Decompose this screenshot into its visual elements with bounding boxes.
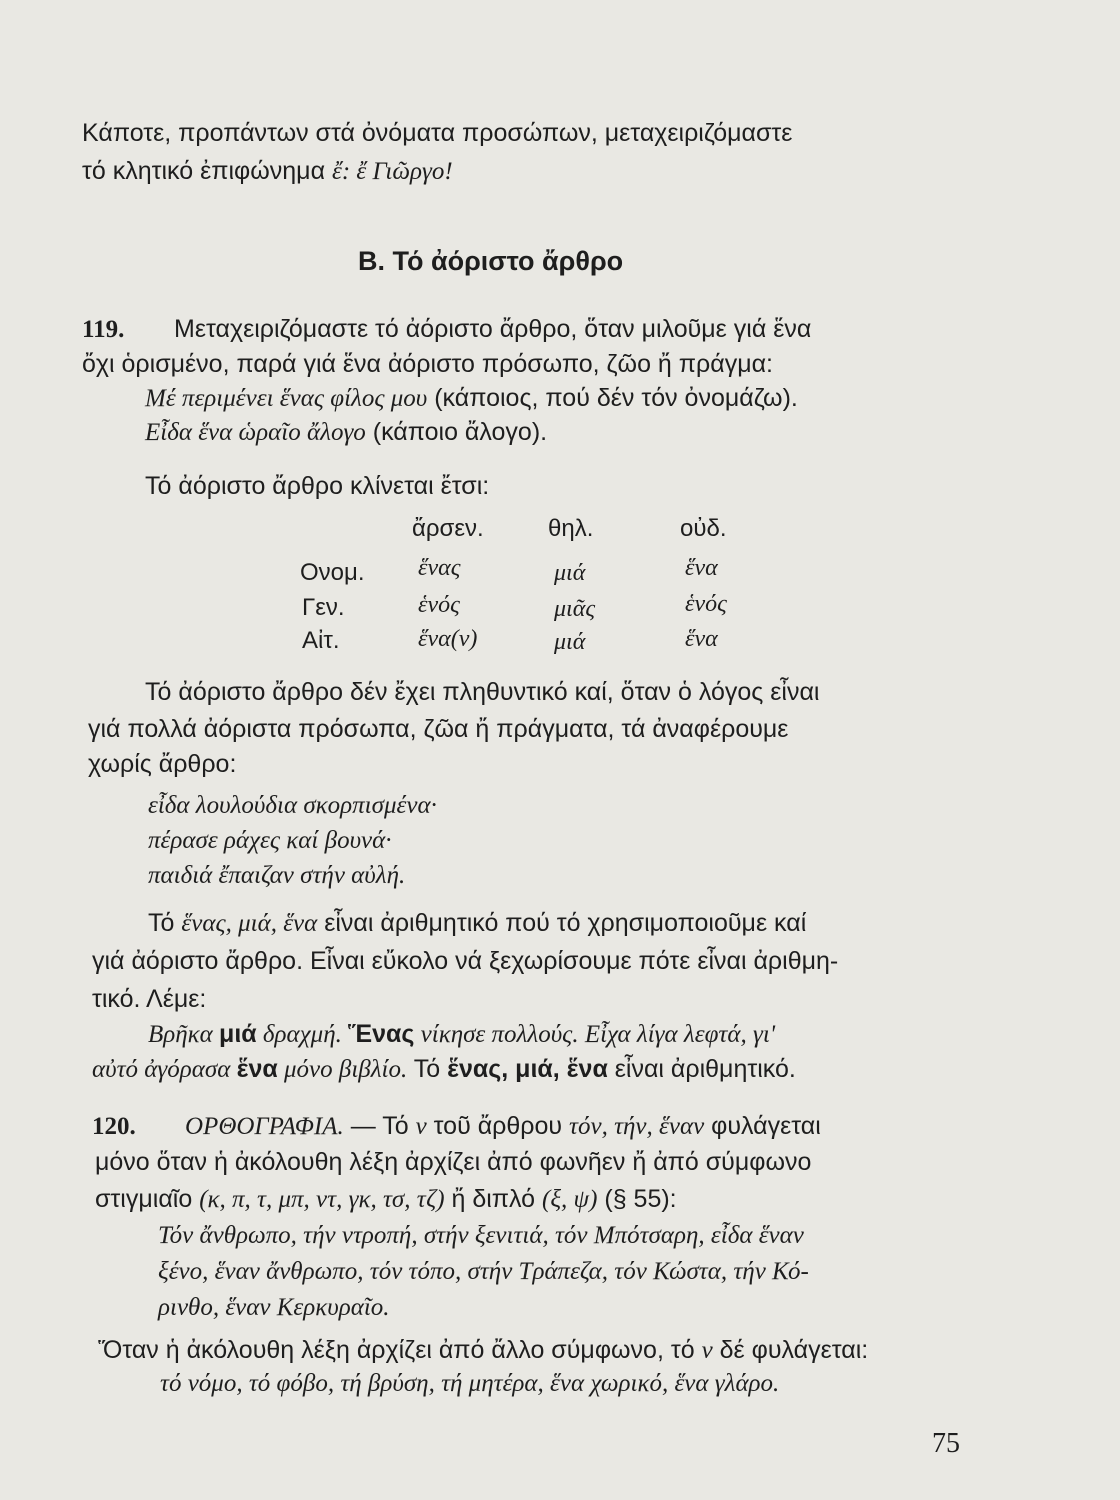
example-line: ρινθο, ἕναν Κερκυραῖο. bbox=[158, 1294, 390, 1321]
section-heading: Β. Τό ἀόριστο ἄρθρο bbox=[358, 246, 624, 276]
text: Τό bbox=[407, 1055, 448, 1083]
example-line: τό νόμο, τό φόβο, τή βρύση, τή μητέρα, ἕνα χωρικό, ἕνα γλάρο. bbox=[160, 1370, 780, 1397]
form-neut: ἑνός bbox=[685, 591, 727, 617]
example-text: τόν, τήν, ἕναν bbox=[569, 1113, 705, 1140]
paragraph-line bbox=[174, 313, 811, 345]
form-neut: ἕνα bbox=[685, 626, 718, 652]
paragraph-number: 120. bbox=[92, 1113, 136, 1140]
example-text: (ξ, ψ) bbox=[542, 1186, 598, 1213]
text: εἶναι ἀριθμητικό πού τό χρησιμοποιοῦμε καί bbox=[317, 909, 807, 937]
text: Μεταχειριζόμαστε τό ἀόριστο ἄρθρο, ὅταν μιλοῦμε γιά ἕνα bbox=[174, 315, 812, 343]
text: τικό. Λέμε: bbox=[92, 985, 207, 1013]
text: Τό bbox=[148, 909, 182, 937]
paragraph-line bbox=[145, 470, 489, 502]
paragraph-line bbox=[92, 1110, 136, 1143]
example-line bbox=[145, 416, 547, 449]
example-line: Τόν ἄνθρωπο, τήν ντροπή, στήν ξενιτιά, τόν Μπότσαρη, εἶδα ἕναν bbox=[158, 1222, 804, 1249]
text: Ὅταν ἡ ἀκόλουθη λέξη ἀρχίζει ἀπό ἄλλο σύμφωνο, τό bbox=[98, 1336, 702, 1364]
text: μόνο ὅταν ἡ ἀκόλουθη λέξη ἀρχίζει ἀπό φωνῆεν ἤ ἀπό σύμφωνο bbox=[95, 1148, 812, 1176]
text: (§ 55): bbox=[597, 1185, 677, 1213]
header-masc: ἄρσεν. bbox=[412, 515, 484, 542]
example-text: ν bbox=[415, 1113, 427, 1140]
header-neut: οὐδ. bbox=[680, 515, 727, 542]
example-text: Μέ περιμένει ἕνας φίλος μου bbox=[145, 385, 428, 412]
text: — Τό bbox=[343, 1112, 416, 1140]
paragraph-line bbox=[92, 945, 838, 977]
paragraph-line bbox=[95, 1183, 677, 1216]
paragraph-line bbox=[88, 713, 788, 745]
case-label: Αἰτ. bbox=[302, 627, 340, 654]
paragraph-line bbox=[98, 1334, 868, 1367]
example-text: Εἶδα ἕνα ὡραῖο ἄλογο bbox=[145, 419, 366, 446]
text: γιά πολλά ἀόριστα πρόσωπα, ζῶα ἤ πράγματα, τά ἀναφέρουμε bbox=[88, 715, 789, 743]
paragraph-line bbox=[95, 1146, 811, 1178]
case-label: Γεν. bbox=[302, 594, 345, 621]
example-text: αὐτό ἀγόρασα bbox=[92, 1056, 237, 1083]
paragraph-line bbox=[82, 348, 773, 380]
form-neut: ἕνα bbox=[685, 555, 718, 581]
page-number: 75 bbox=[932, 1428, 960, 1459]
example-text: μόνο βιβλίο. bbox=[277, 1056, 408, 1083]
case-label: Ονομ. bbox=[300, 559, 365, 586]
paragraph-line bbox=[82, 155, 453, 188]
paragraph-number: 119. bbox=[82, 316, 125, 343]
paragraph-line bbox=[88, 748, 236, 780]
text: φυλάγεται bbox=[704, 1112, 821, 1140]
form-fem: μιᾶς bbox=[554, 596, 596, 622]
emphasis-text: ἕνας, μιά, ἕνα bbox=[447, 1055, 608, 1083]
text: Κάποτε, προπάντων στά ὀνόματα προσώπων, μεταχειριζόμαστε bbox=[82, 119, 793, 147]
text: στιγμιαῖο bbox=[95, 1185, 200, 1213]
paragraph-line bbox=[82, 117, 792, 149]
example-text: ΟΡΘΟΓΡΑΦΙΑ. bbox=[185, 1113, 344, 1140]
text: τοῦ ἄρθρου bbox=[426, 1112, 570, 1140]
header-fem: θηλ. bbox=[548, 515, 594, 542]
text: εἶναι ἀριθμητικό. bbox=[607, 1055, 796, 1083]
form-masc: ἕνα(ν) bbox=[418, 626, 478, 652]
paragraph-line bbox=[92, 983, 206, 1015]
emphasis-text: ἕνα bbox=[236, 1055, 278, 1083]
form-masc: ἑνός bbox=[418, 592, 460, 618]
paragraph-line bbox=[82, 313, 124, 346]
example-text: ἔ: ἔ Γιῶργο! bbox=[332, 158, 453, 185]
emphasis-text: μιά bbox=[219, 1020, 257, 1048]
example-line bbox=[92, 1053, 796, 1086]
text: ὄχι ὁρισμένο, παρά γιά ἕνα ἀόριστο πρόσωπο, ζῶο ἤ πράγμα: bbox=[82, 350, 774, 378]
example-line bbox=[145, 382, 798, 415]
example-text: (κ, π, τ, μπ, ντ, γκ, τσ, τζ) bbox=[199, 1186, 445, 1213]
example-line bbox=[148, 1018, 775, 1051]
text: (κάποιο ἄλογο). bbox=[365, 418, 548, 446]
example-line: παιδιά ἔπαιζαν στήν αὐλή. bbox=[148, 862, 406, 889]
example-text: δραχμή. bbox=[256, 1021, 349, 1048]
example-line: ξένο, ἕναν ἄνθρωπο, τόν τόπο, στήν Τράπεζα, τόν Κώστα, τήν Κό- bbox=[158, 1258, 809, 1285]
example-text: νίκησε πολλούς. Εἶχα λίγα λεφτά, γι' bbox=[414, 1021, 776, 1048]
text: χωρίς ἄρθρο: bbox=[88, 750, 237, 778]
example-line: πέρασε ράχες καί βουνά· bbox=[148, 827, 392, 854]
paragraph-line bbox=[185, 1110, 821, 1143]
emphasis-text: Ἕνας bbox=[348, 1020, 415, 1048]
text: ἤ διπλό bbox=[444, 1185, 543, 1213]
example-line: εἶδα λουλούδια σκορπισμένα· bbox=[148, 792, 437, 819]
form-masc: ἕνας bbox=[418, 555, 461, 581]
form-fem: μιά bbox=[554, 629, 586, 655]
example-text: Βρῆκα bbox=[148, 1021, 220, 1048]
text: γιά ἀόριστο ἄρθρο. Εἶναι εὔκολο νά ξεχωρίσουμε πότε εἶναι ἀριθμη- bbox=[92, 947, 839, 975]
example-text: ἕνας, μιά, ἕνα bbox=[181, 910, 318, 937]
form-fem: μιά bbox=[554, 560, 586, 586]
text: (κάποιος, πού δέν τόν ὀνομάζω). bbox=[427, 384, 798, 412]
paragraph-line bbox=[148, 907, 806, 940]
text: τό κλητικό ἐπιφώνημα bbox=[82, 157, 332, 185]
text: Τό ἀόριστο ἄρθρο δέν ἔχει πληθυντικό καί, ὅταν ὁ λόγος εἶναι bbox=[145, 678, 820, 706]
example-text: ν bbox=[701, 1337, 713, 1364]
paragraph-line bbox=[145, 676, 819, 708]
text: Τό ἀόριστο ἄρθρο κλίνεται ἔτσι: bbox=[145, 472, 490, 500]
text: δέ φυλάγεται: bbox=[712, 1336, 869, 1364]
